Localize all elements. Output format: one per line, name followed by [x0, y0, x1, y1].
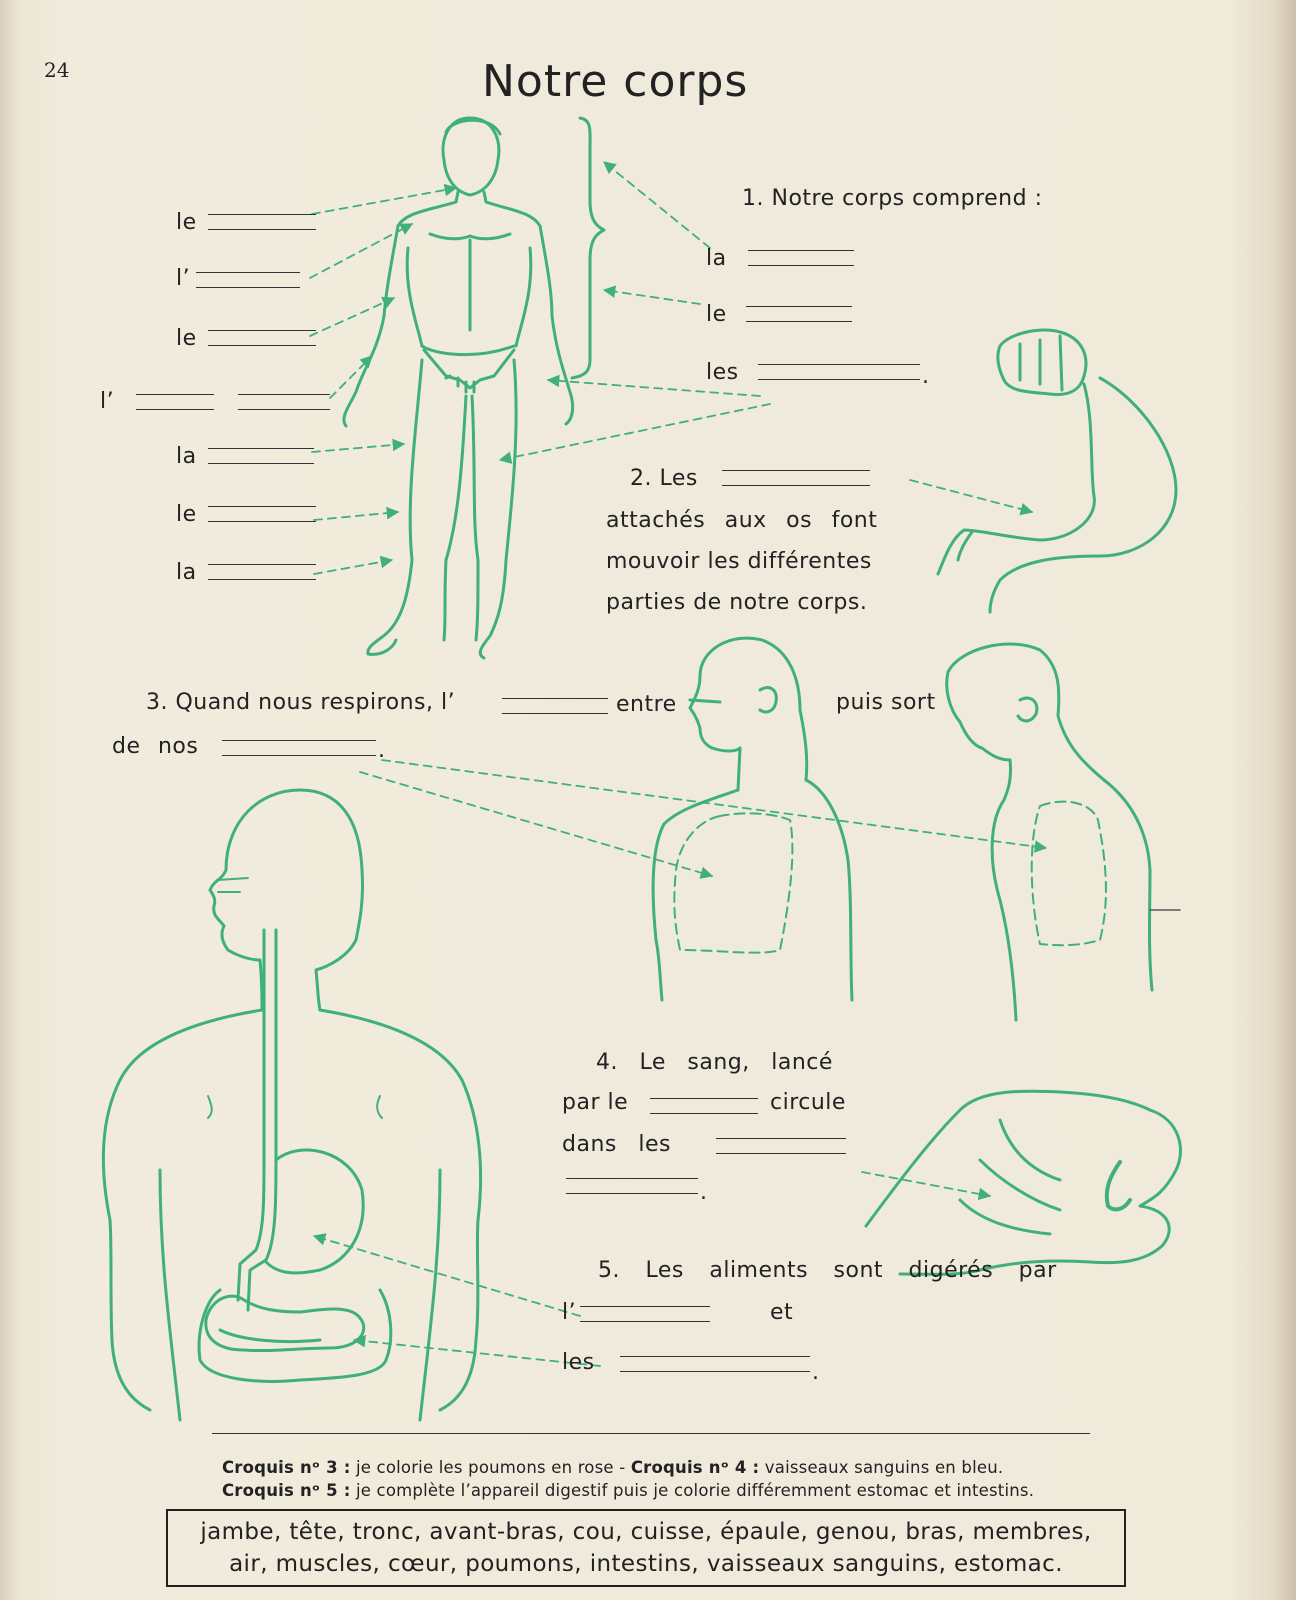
- q1-item-la: la: [706, 246, 727, 271]
- q4-blank-vessels-a[interactable]: [716, 1138, 846, 1139]
- q4-blank-vessels-b[interactable]: [566, 1178, 698, 1179]
- q3-blank-air[interactable]: [502, 698, 608, 699]
- page-title: Notre corps: [482, 56, 749, 107]
- q5-line2b: et: [770, 1300, 794, 1325]
- blank-head[interactable]: [208, 214, 316, 215]
- q1-text: 1. Notre corps comprend :: [742, 186, 1043, 211]
- q5-line2a: l’: [562, 1300, 577, 1325]
- q5-end: .: [812, 1360, 820, 1385]
- word-bank-line2: air, muscles, cœur, poumons, intestins, vaisseaux sanguins, estomac.: [229, 1551, 1063, 1577]
- flexed-arm-drawing: [938, 330, 1176, 612]
- instructions-line2: Croquis nᵒ 5 : je complète l’appareil digestif puis je colorie différemment estomac et intestins.: [222, 1481, 1035, 1500]
- q4-line3: dans les: [562, 1132, 671, 1157]
- blank-arm[interactable]: [208, 330, 316, 331]
- label-forearm: l’: [100, 389, 115, 414]
- instructions-line1: Croquis nᵒ 3 : je colorie les poumons en rose - Croquis nᵒ 4 : vaisseaux sanguins en bleu.: [222, 1458, 1004, 1477]
- q1-item-les: les: [706, 360, 739, 385]
- q2-blank-muscles[interactable]: [722, 470, 870, 471]
- blank-thigh[interactable]: [208, 448, 314, 449]
- label-head: le: [176, 210, 197, 235]
- q3-middle: entre: [616, 692, 677, 717]
- label-leg: la: [176, 560, 197, 585]
- q1-blank-limbs[interactable]: [758, 364, 920, 365]
- q4-blank-heart[interactable]: [650, 1098, 758, 1099]
- q5-line1: 5. Les aliments sont digérés par: [598, 1258, 1057, 1283]
- q4-line2b: circule: [770, 1090, 846, 1115]
- q1-item-le: le: [706, 302, 727, 327]
- q5-blank-intestines[interactable]: [620, 1356, 810, 1357]
- label-shoulder: l’: [176, 266, 191, 291]
- digestive-system-drawing: [103, 790, 480, 1420]
- standing-man-drawing: [344, 118, 573, 658]
- q2-line1: attachés aux os font: [606, 508, 878, 533]
- breathing-in-drawing: [653, 638, 852, 1000]
- q2-line2: mouvoir les différentes: [606, 549, 872, 574]
- word-bank-line1: jambe, tête, tronc, avant-bras, cou, cuisse, épaule, genou, bras, membres,: [200, 1519, 1092, 1545]
- blank-forearm-a[interactable]: [136, 394, 214, 395]
- q3-blank-lungs[interactable]: [222, 740, 376, 741]
- divider-line: [212, 1433, 1090, 1434]
- blank-shoulder[interactable]: [196, 272, 300, 273]
- q4-line2a: par le: [562, 1090, 629, 1115]
- blank-forearm-b[interactable]: [238, 394, 330, 395]
- q3-start: 3. Quand nous respirons, l’: [146, 690, 456, 715]
- word-bank: [166, 1509, 1126, 1587]
- q3-end: .: [378, 738, 386, 763]
- q1-end: .: [922, 364, 930, 389]
- q3-line2: de nos: [112, 734, 199, 759]
- q4-end: .: [700, 1180, 708, 1205]
- label-thigh: la: [176, 444, 197, 469]
- blank-knee[interactable]: [208, 506, 316, 507]
- label-knee: le: [176, 502, 197, 527]
- q1-blank-head[interactable]: [748, 250, 854, 251]
- page-number: 24: [44, 58, 70, 82]
- label-arm: le: [176, 326, 197, 351]
- q3-after: puis sort: [836, 690, 936, 715]
- q2-line3: parties de notre corps.: [606, 590, 868, 615]
- breathing-out-drawing: [947, 644, 1180, 1020]
- q5-blank-stomach[interactable]: [580, 1306, 710, 1307]
- q2-start: 2. Les: [630, 466, 698, 491]
- fist-drawing: [866, 1091, 1180, 1274]
- q1-blank-trunk[interactable]: [746, 306, 852, 307]
- blank-leg[interactable]: [208, 564, 316, 565]
- q4-line1: 4. Le sang, lancé: [596, 1050, 833, 1075]
- q5-line3: les: [562, 1350, 595, 1375]
